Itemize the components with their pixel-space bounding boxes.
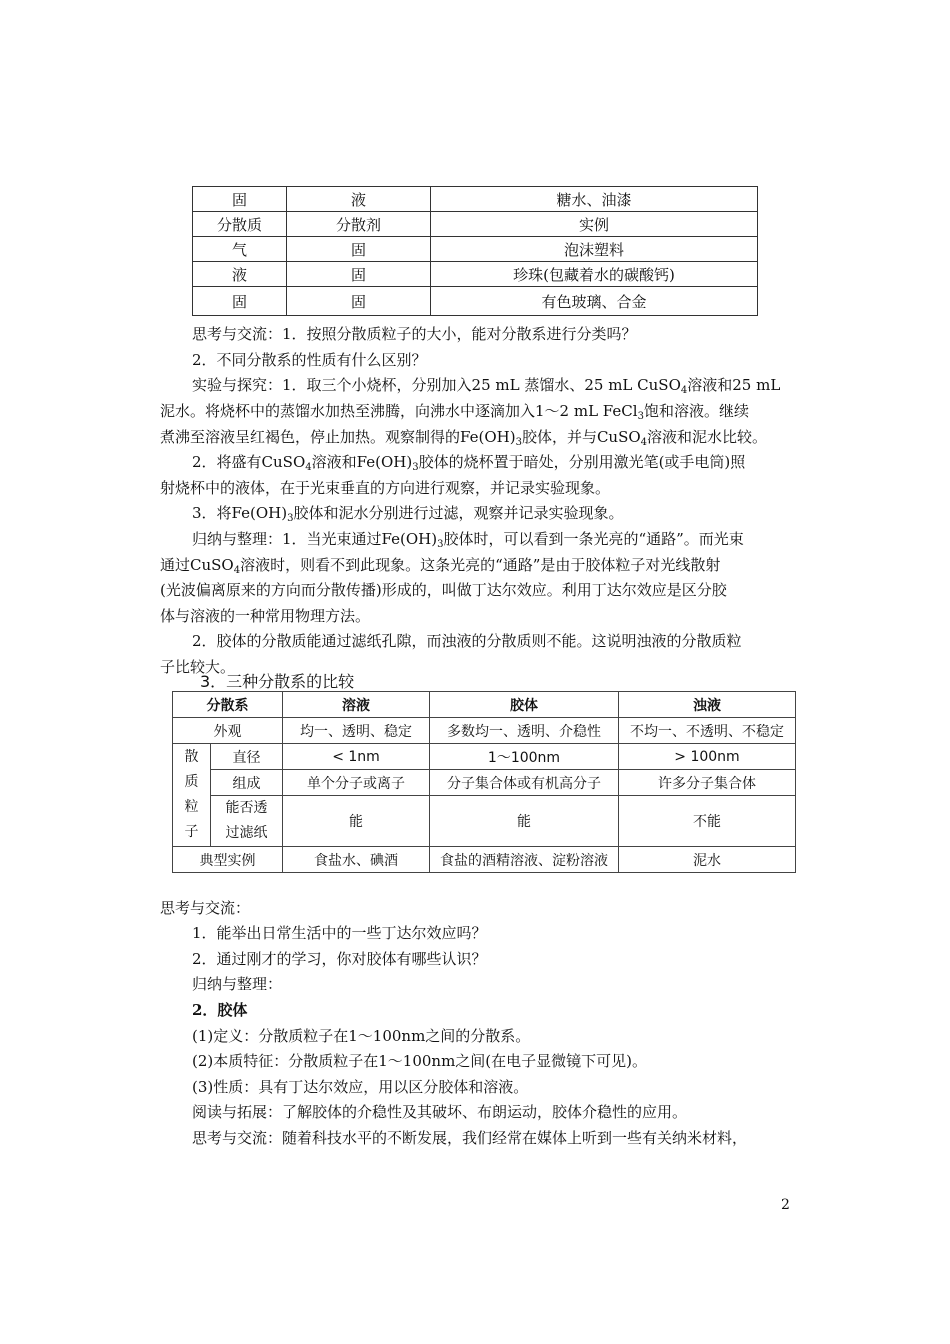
summary-2-line-1: 2．胶体的分散质能通过滤纸孔隙，而浊液的分散质则不能。这说明浊液的分散质粒 [192, 632, 742, 650]
group-char: 粒 [184, 799, 199, 815]
subscript: 3 [287, 513, 294, 524]
table-header-row [173, 692, 796, 718]
table-cell: 单个分子或离子 [283, 770, 430, 796]
text-run: 3．将Fe(OH) [192, 504, 288, 522]
table-row [193, 237, 758, 262]
table-cell: 实例 [431, 212, 758, 237]
reading-extension: 阅读与拓展：了解胶体的介稳性及其破坏、布朗运动，胶体介稳性的应用。 [192, 1103, 688, 1121]
table-cell: 能 [283, 796, 430, 847]
row-label: 外观 [173, 718, 283, 744]
experiment-2-line-2: 射烧杯中的液体，在于光束垂直的方向进行观察，并记录实验现象。 [160, 479, 611, 497]
dispersion-examples-table [192, 186, 758, 316]
table-cell: 固 [287, 262, 431, 287]
table-cell: 固 [287, 237, 431, 262]
text-run: 实验与探究：1．取三个小烧杯，分别加入25 mL 蒸馏水、25 mL CuSO [192, 376, 681, 394]
text-run: 溶液和Fe(OH) [311, 453, 413, 471]
subscript: 4 [640, 437, 648, 448]
table-cell: 糖水、油漆 [431, 187, 758, 212]
page-number: 2 [781, 1197, 790, 1213]
table-cell: 固 [287, 287, 431, 316]
essential-feature: (2)本质特征：分散质粒子在1～100nm之间(在电子显微镜下可见)。 [192, 1052, 648, 1070]
table-cell: 液 [193, 262, 287, 287]
header-cell: 浊液 [619, 692, 796, 718]
subscript: 4 [305, 462, 312, 473]
property: (3)性质：具有丁达尔效应，用以区分胶体和溶液。 [192, 1078, 529, 1096]
header-cell: 溶液 [283, 692, 430, 718]
table-cell: 有色玻璃、合金 [431, 287, 758, 316]
table-cell: 液 [287, 187, 431, 212]
table-row [173, 770, 796, 796]
text-run: 胶体，并与CuSO [521, 428, 641, 446]
table-cell: 食盐的酒精溶液、淀粉溶液 [430, 847, 619, 873]
table-cell: 不均一、不透明、不稳定 [619, 718, 796, 744]
text-run: 溶液和泥水比较。 [647, 428, 768, 446]
table-cell: 均一、透明、稳定 [283, 718, 430, 744]
row-label: 直径 [211, 744, 283, 770]
table-cell: 分子集合体或有机高分子 [430, 770, 619, 796]
table-cell: 分散剂 [287, 212, 431, 237]
think-exchange-2: 思考与交流： [160, 899, 251, 917]
table-cell: 气 [193, 237, 287, 262]
definition: (1)定义：分散质粒子在1～100nm之间的分散系。 [192, 1027, 531, 1045]
section-heading-colloid: 2．胶体 [192, 1001, 248, 1019]
table-row [193, 287, 758, 316]
table-row [193, 262, 758, 287]
summary-1-line-4: 体与溶液的一种常用物理方法。 [160, 607, 371, 625]
particle-group-label [173, 744, 211, 847]
table-cell: 不能 [619, 796, 796, 847]
table-cell: 食盐水、碘酒 [283, 847, 430, 873]
table-cell: 固 [193, 287, 287, 316]
table-row [173, 796, 796, 847]
table-cell: 珍珠(包藏着水的碳酸钙) [431, 262, 758, 287]
text-run: 溶液和25 mL [687, 376, 781, 394]
text-run: 通过CuSO [160, 556, 234, 574]
subscript: 3 [437, 539, 444, 550]
text-run: 胶体的烧杯置于暗处，分别用激光笔(或手电筒)照 [418, 453, 746, 471]
subscript: 4 [233, 565, 241, 576]
table-cell: < 1nm [283, 744, 430, 770]
table-cell: 多数均一、透明、介稳性 [430, 718, 619, 744]
text-run: 泥水。将烧杯中的蒸馏水加热至沸腾，向沸水中逐滴加入1～2 mL FeCl [160, 402, 638, 420]
table-cell: 泡沫塑料 [431, 237, 758, 262]
label-line: 能否透 [225, 800, 268, 816]
think-exchange-1b: 2．不同分散系的性质有什么区别？ [192, 351, 427, 369]
row-label: 典型实例 [173, 847, 283, 873]
label-line: 过滤纸 [225, 825, 268, 841]
group-char: 质 [184, 774, 199, 790]
text-run: 煮沸至溶液呈红褐色，停止加热。观察制得的Fe(OH) [160, 428, 516, 446]
subscript: 4 [680, 385, 688, 396]
text-run: 溶液时，则看不到此现象。这条光亮的“通路”是由于胶体粒子对光线散射 [240, 556, 721, 574]
summary-label: 归纳与整理： [192, 975, 283, 993]
think-exchange-1: 思考与交流：1．按照分散质粒子的大小，能对分散系进行分类吗？ [192, 325, 637, 343]
text-run: 归纳与整理：1．当光束通过Fe(OH) [192, 530, 438, 548]
subscript: 3 [412, 462, 419, 473]
table-row [173, 744, 796, 770]
table-cell: > 100nm [619, 744, 796, 770]
table-cell: 许多分子集合体 [619, 770, 796, 796]
row-label [211, 796, 283, 847]
summary-1-line-3: (光波偏离原来的方向而分散传播)形成的，叫做丁达尔效应。利用丁达尔效应是区分胶 [160, 581, 727, 599]
table-row [173, 847, 796, 873]
table-cell: 分散质 [193, 212, 287, 237]
table-cell: 泥水 [619, 847, 796, 873]
group-char: 散 [184, 749, 199, 765]
header-cell: 胶体 [430, 692, 619, 718]
question-1: 1．能举出日常生活中的一些丁达尔效应吗？ [192, 924, 487, 942]
table-row [193, 212, 758, 237]
table-row [173, 718, 796, 744]
subscript: 3 [637, 411, 644, 422]
table-cell: 能 [430, 796, 619, 847]
row-label: 组成 [211, 770, 283, 796]
comparison-table-caption: 3．三种分散系的比较 [200, 672, 355, 691]
question-2: 2．通过刚才的学习，你对胶体有哪些认识？ [192, 950, 487, 968]
think-exchange-3: 思考与交流：随着科技水平的不断发展，我们经常在媒体上听到一些有关纳米材料， [192, 1129, 748, 1147]
table-row [193, 187, 758, 212]
subscript: 3 [515, 437, 522, 448]
text-run: 饱和溶液。继续 [643, 402, 749, 420]
table-cell: 1～100nm [430, 744, 619, 770]
group-char: 子 [184, 824, 199, 840]
text-run: 胶体和泥水分别进行过滤，观察并记录实验现象。 [293, 504, 624, 522]
summary-2-line-2: 子比较大。 [160, 658, 236, 676]
dispersion-comparison-table [172, 691, 796, 873]
table-cell: 固 [193, 187, 287, 212]
text-run: 2．将盛有CuSO [192, 453, 306, 471]
header-cell: 分散系 [173, 692, 283, 718]
text-run: 胶体时，可以看到一条光亮的“通路”。而光束 [443, 530, 744, 548]
